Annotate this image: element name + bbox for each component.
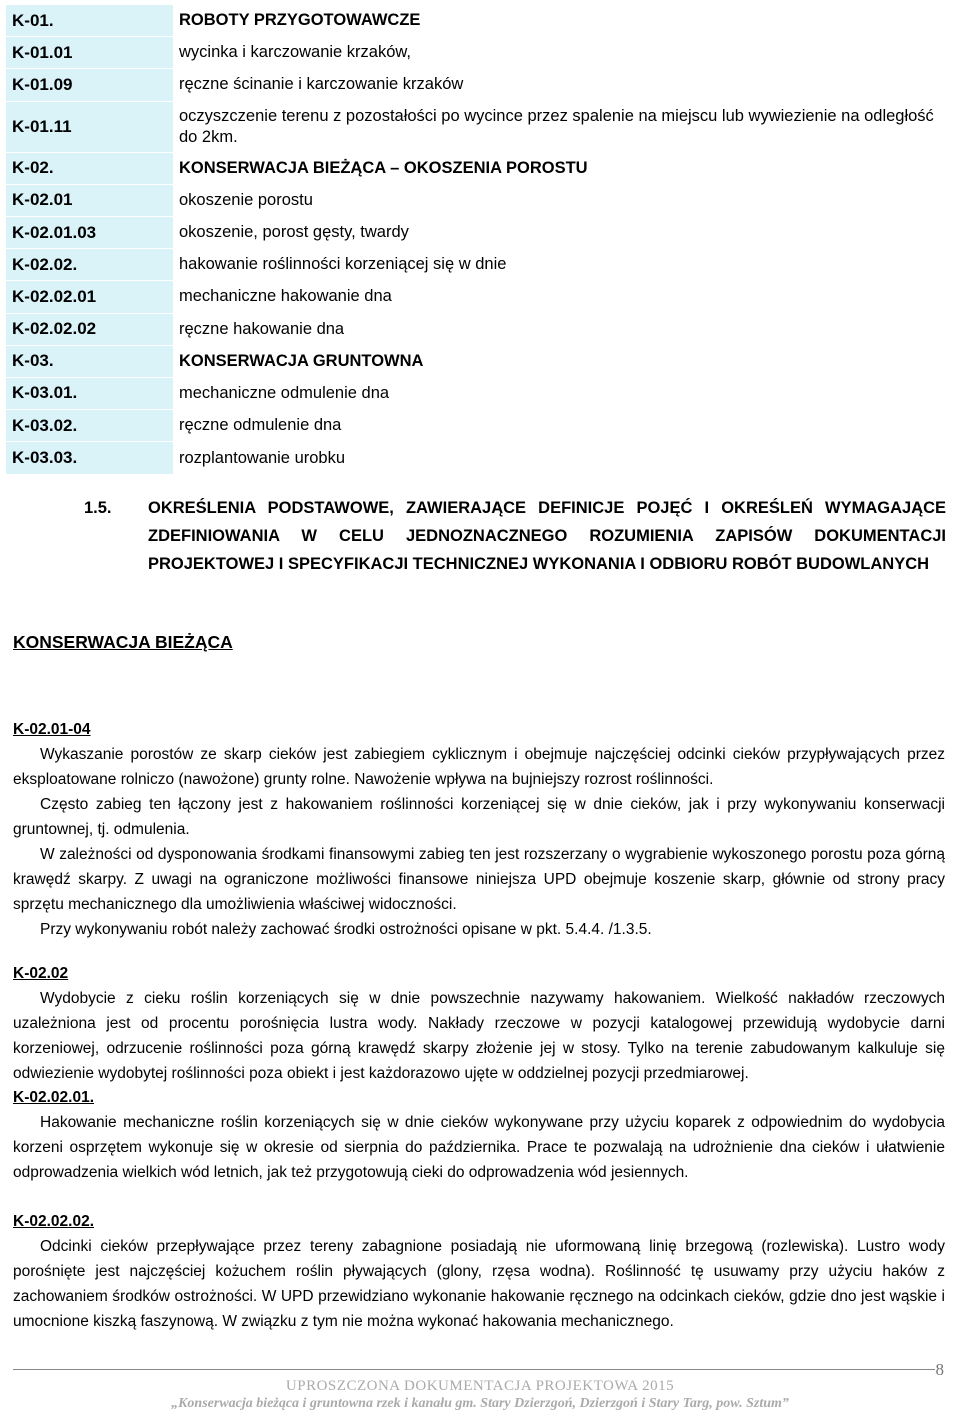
code-cell: K-02.02. [6,249,173,281]
paragraph: Często zabieg ten łączony jest z hakowaniem roślinności korzeniącej się w dnie cieków, jak i przy wykonywaniu konserwacji gruntownej, tj. odmulenia. [13,796,945,838]
description-cell: ręczne hakowanie dna [173,313,956,345]
description-cell: ROBOTY PRZYGOTOWAWCZE [173,5,956,37]
paragraph: Hakowanie mechaniczne roślin korzeniących się w dnie cieków wykonywane przy użyciu koparek z odpowiednim do wydobycia korzeni osprzętem wykonuje się w okresie od sierpnia do października. Prace te pozwalają na udrożnienie dna cieków i ułatwienie odprowadzenia wielkich wód letnich, jak też przygotowują cieki do odprowadzenia wód jesiennych. [13,1114,945,1181]
description-cell: ręczne odmulenie dna [173,410,956,442]
heading-text: OKREŚLENIA PODSTAWOWE, ZAWIERAJĄCE DEFINICJE POJĘĆ I OKREŚLEŃ WYMAGAJĄCE ZDEFINIOWANIA W CELU JEDNOZNACZNEGO ROZUMIENIA ZAPISÓW DOKUMENTACJI PROJEKTOWEJ I SPECYFIKACJI TECHNICZNEJ WYKONANIA I ODBIORU ROBÓT BUDOWLANYCH [148,499,946,573]
code-row [6,5,956,37]
description-cell: okoszenie porostu [173,184,956,216]
code-row [6,37,956,69]
code-cell: K-01.09 [6,69,173,101]
code-row [6,281,956,313]
paragraph: W zależności od dysponowania środkami finansowymi zabieg ten jest rozszerzany o wygrabienie wykoszonego porostu poza górną krawędź skarpy. Z uwagi na ograniczone możliwości finansowe niniejsza UPD obejmuje koszenie skarp, głównie od strony pracy sprzętu mechanicznego dla umożliwienia właściwej widoczności. [13,846,945,913]
code-cell: K-01.01 [6,37,173,69]
footer-title: UPROSZCZONA DOKUMENTACJA PROJEKTOWA 2015 [285,1378,675,1394]
block-k-02-02 [13,962,945,1086]
description-cell: rozplantowanie urobku [173,442,956,474]
code-row [6,249,956,281]
code-row [6,377,956,409]
footer-subtitle: „Konserwacja bieżąca i gruntowna rzek i kanału gm. Stary Dzierzgoń, Dzierzgoń i Stary Targ, pow. Sztum” [171,1396,789,1411]
block-heading: K-02.02.01. [13,1089,94,1106]
block-k-02-01-04 [13,718,945,942]
block-k-02-02-02 [13,1210,945,1334]
description-cell: KONSERWACJA BIEŻĄCA – OKOSZENIA POROSTU [173,152,956,184]
code-row [6,345,956,377]
paragraph: Odcinki cieków przepływające przez tereny zabagnione posiadają nie uformowaną linię brzegową (rozlewiska). Lustro wody porośnięte jest najczęściej kożuchem roślin pływających (glony, rzęsa wodna). Roślinność tę usuwamy przy użyciu haków z zachowaniem środków ostrożności. W UPD przewidziano wykonanie hakowanie ręcznego na odcinkach cieków, gdzie dno jest wąskie i umocnione kiszką faszynową. W związku z tym nie można wykonać hakowania mechanicznego. [13,1238,945,1330]
code-cell: K-02.02.01 [6,281,173,313]
code-row [6,69,956,101]
description-cell: mechaniczne hakowanie dna [173,281,956,313]
paragraph: Wykaszanie porostów ze skarp cieków jest zabiegiem cyklicznym i obejmuje najczęściej odcinki cieków przypływających przez eksploatowane rolniczo (nawożone) grunty rolne. Nawożenie wpływa na bujniejszy rozrost roślinności. [13,746,945,788]
description-cell: KONSERWACJA GRUNTOWNA [173,345,956,377]
code-row [6,216,956,248]
code-row [6,313,956,345]
code-row [6,101,956,152]
code-cell: K-01. [6,5,173,37]
description-cell: oczyszczenie terenu z pozostałości po wycince przez spalenie na miejscu lub wywiezienie na odległość do 2km. [173,101,956,152]
code-cell: K-03.01. [6,377,173,409]
code-cell: K-03.02. [6,410,173,442]
description-cell: mechaniczne odmulenie dna [173,377,956,409]
block-heading: K-02.02.02. [13,1213,94,1230]
page-number: 8 [935,1360,944,1379]
code-cell: K-02.01.03 [6,216,173,248]
description-cell: hakowanie roślinności korzeniącej się w dnie [173,249,956,281]
description-cell: wycinka i karczowanie krzaków, [173,37,956,69]
paragraph: Wydobycie z cieku roślin korzeniących się w dnie powszechnie nazywamy hakowaniem. Wielkość nakładów rzeczowych uzależniona jest od procentu porośnięcia lustra wody. Nakłady rzeczowe w pozycji katalogowej przewidują wydobycie darni korzeniowej, odrzucenie roślinności poza górną krawędź skarpy złożenie jej w stosy. Tylko na terenie zabudowanym kalkuluje się odwiezienie wydobytej roślinności poza obiekt i jest każdorazowo ujęte w oddzielnej pozycji przedmiarowej. [13,990,945,1082]
description-cell: okoszenie, porost gęsty, twardy [173,216,956,248]
footer-divider [13,1369,935,1370]
paragraph: Przy wykonywaniu robót należy zachować środki ostrożności opisane w pkt. 5.4.4. /1.3.5. [40,921,652,938]
block-k-02-02-01 [13,1086,945,1185]
work-codes-table [6,4,956,474]
code-cell: K-03.03. [6,442,173,474]
code-cell: K-02.02.02 [6,313,173,345]
code-cell: K-03. [6,345,173,377]
block-heading: K-02.02 [13,965,69,982]
code-cell: K-02.01 [6,184,173,216]
block-heading: K-02.01-04 [13,721,91,738]
code-row [6,410,956,442]
code-cell: K-01.11 [6,101,173,152]
section-title: KONSERWACJA BIEŻĄCA [13,632,233,652]
code-row [6,152,956,184]
code-row [6,184,956,216]
code-cell: K-02. [6,152,173,184]
code-row [6,442,956,474]
description-cell: ręczne ścinanie i karczowanie krzaków [173,69,956,101]
heading-number: 1.5. [84,499,112,517]
